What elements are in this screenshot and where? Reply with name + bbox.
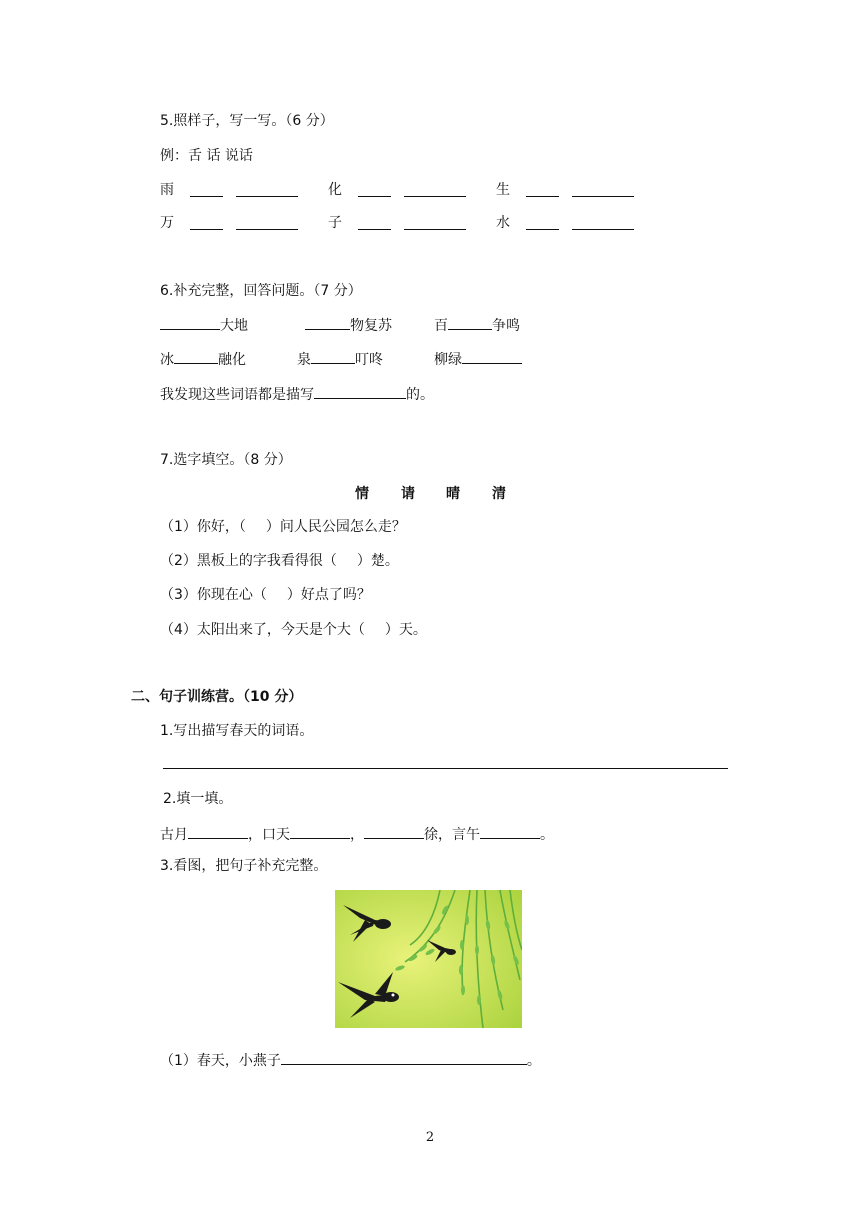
s2-q2-text: ， — [350, 827, 364, 843]
q5-char: 生 — [496, 182, 510, 198]
q5-blank[interactable] — [190, 229, 223, 230]
q6-word: 百 — [434, 318, 448, 334]
q6-question — [160, 384, 434, 404]
q6-blank[interactable] — [160, 315, 220, 330]
q7-item — [160, 621, 427, 639]
q5-blank[interactable] — [572, 229, 634, 230]
q7-choice: 请 — [401, 486, 415, 502]
q6-blank[interactable] — [174, 349, 218, 364]
q5-blank[interactable] — [526, 196, 559, 197]
q5-blank[interactable] — [190, 196, 223, 197]
q7-item-text: （1）你好，（ — [160, 519, 246, 535]
q6-ask-text: 我发现这些词语都是描写 — [160, 387, 314, 403]
q5-blank[interactable] — [404, 196, 466, 197]
q6-ask-end: 的。 — [406, 387, 434, 403]
s2-q2-fill — [160, 824, 554, 844]
q6-word: 融化 — [218, 352, 246, 368]
s2-q3-blank[interactable] — [281, 1050, 527, 1065]
bird-eye — [392, 994, 395, 997]
q6-row2-a — [160, 349, 246, 369]
q7-choice: 晴 — [446, 486, 460, 502]
s2-q2-blank[interactable] — [480, 824, 540, 839]
q7-item-text: ）问人民公园怎么走？ — [265, 519, 406, 535]
q5-char: 化 — [328, 182, 342, 198]
s2-q2-blank[interactable] — [290, 824, 350, 839]
q6-word: 泉 — [297, 352, 311, 368]
q5-blank[interactable] — [404, 229, 466, 230]
q6-word: 叮咚 — [355, 352, 383, 368]
q6-blank[interactable] — [311, 349, 355, 364]
q6-title: 6.补充完整，回答问题。（7 分） — [160, 283, 362, 299]
q7-item — [160, 552, 399, 570]
q6-row2-c — [434, 349, 522, 369]
q5-blank[interactable] — [358, 229, 391, 230]
q5-char: 子 — [328, 215, 342, 231]
s2-q2-blank[interactable] — [364, 824, 424, 839]
q5-example: 例：舌 话 说话 — [160, 148, 253, 164]
q7-item-text: （3）你现在心（ — [160, 587, 267, 603]
q6-blank[interactable] — [448, 315, 492, 330]
s2-q2-text: 。 — [540, 827, 554, 843]
q7-title: 7.选字填空。（8 分） — [160, 452, 292, 468]
q5-char: 雨 — [160, 182, 174, 198]
s2-q2-text: ，口天 — [248, 827, 290, 843]
q6-blank[interactable] — [305, 315, 350, 330]
q5-char: 万 — [160, 215, 174, 231]
q7-choice: 清 — [492, 486, 506, 502]
q6-row1-b — [305, 315, 392, 335]
q7-item-text: ）楚。 — [356, 553, 399, 569]
q7-item-text: （4）太阳出来了，今天是个大（ — [160, 622, 365, 638]
q5-blank[interactable] — [526, 229, 559, 230]
swallows-willow-picture — [335, 890, 522, 1028]
s2-q2-blank[interactable] — [188, 824, 248, 839]
q7-item — [160, 586, 371, 604]
q5-blank[interactable] — [236, 229, 298, 230]
section2-title: 二、句子训练营。（10 分） — [131, 689, 303, 705]
q6-word: 大地 — [220, 318, 248, 334]
q6-word: 冰 — [160, 352, 174, 368]
q5-blank[interactable] — [358, 196, 391, 197]
s2-q3-text: （1）春天，小燕子 — [160, 1053, 281, 1069]
page-number: 2 — [425, 1130, 435, 1145]
s2-q2-text: 古月 — [160, 827, 188, 843]
q7-choice: 情 — [355, 486, 369, 502]
q7-item-text: （2）黑板上的字我看得很（ — [160, 553, 337, 569]
q6-word: 物复苏 — [350, 318, 392, 334]
q5-blank[interactable] — [572, 196, 634, 197]
q7-item-text: ）天。 — [384, 622, 427, 638]
q6-answer-blank[interactable] — [314, 384, 406, 399]
s2-q1: 1.写出描写春天的词语。 — [160, 723, 314, 739]
q6-row1 — [160, 315, 248, 335]
s2-q3-end: 。 — [526, 1053, 541, 1069]
q5-title: 5.照样子，写一写。（6 分） — [160, 113, 334, 129]
q6-blank[interactable] — [462, 349, 522, 364]
q5-char: 水 — [496, 215, 510, 231]
q6-word: 柳绿 — [434, 352, 462, 368]
q5-blank[interactable] — [236, 196, 298, 197]
s2-q1-answer-line[interactable] — [163, 768, 728, 769]
s2-q3-item — [160, 1050, 541, 1070]
q6-word: 争鸣 — [492, 318, 520, 334]
q6-row1-c — [434, 315, 520, 335]
s2-q3: 3.看图，把句子补充完整。 — [160, 858, 328, 874]
q7-item-text: ）好点了吗？ — [286, 587, 371, 603]
q6-row2-b — [297, 349, 383, 369]
s2-q2: 2.填一填。 — [163, 791, 233, 807]
q7-item — [160, 518, 406, 536]
s2-q2-text: 徐，言午 — [424, 827, 480, 843]
